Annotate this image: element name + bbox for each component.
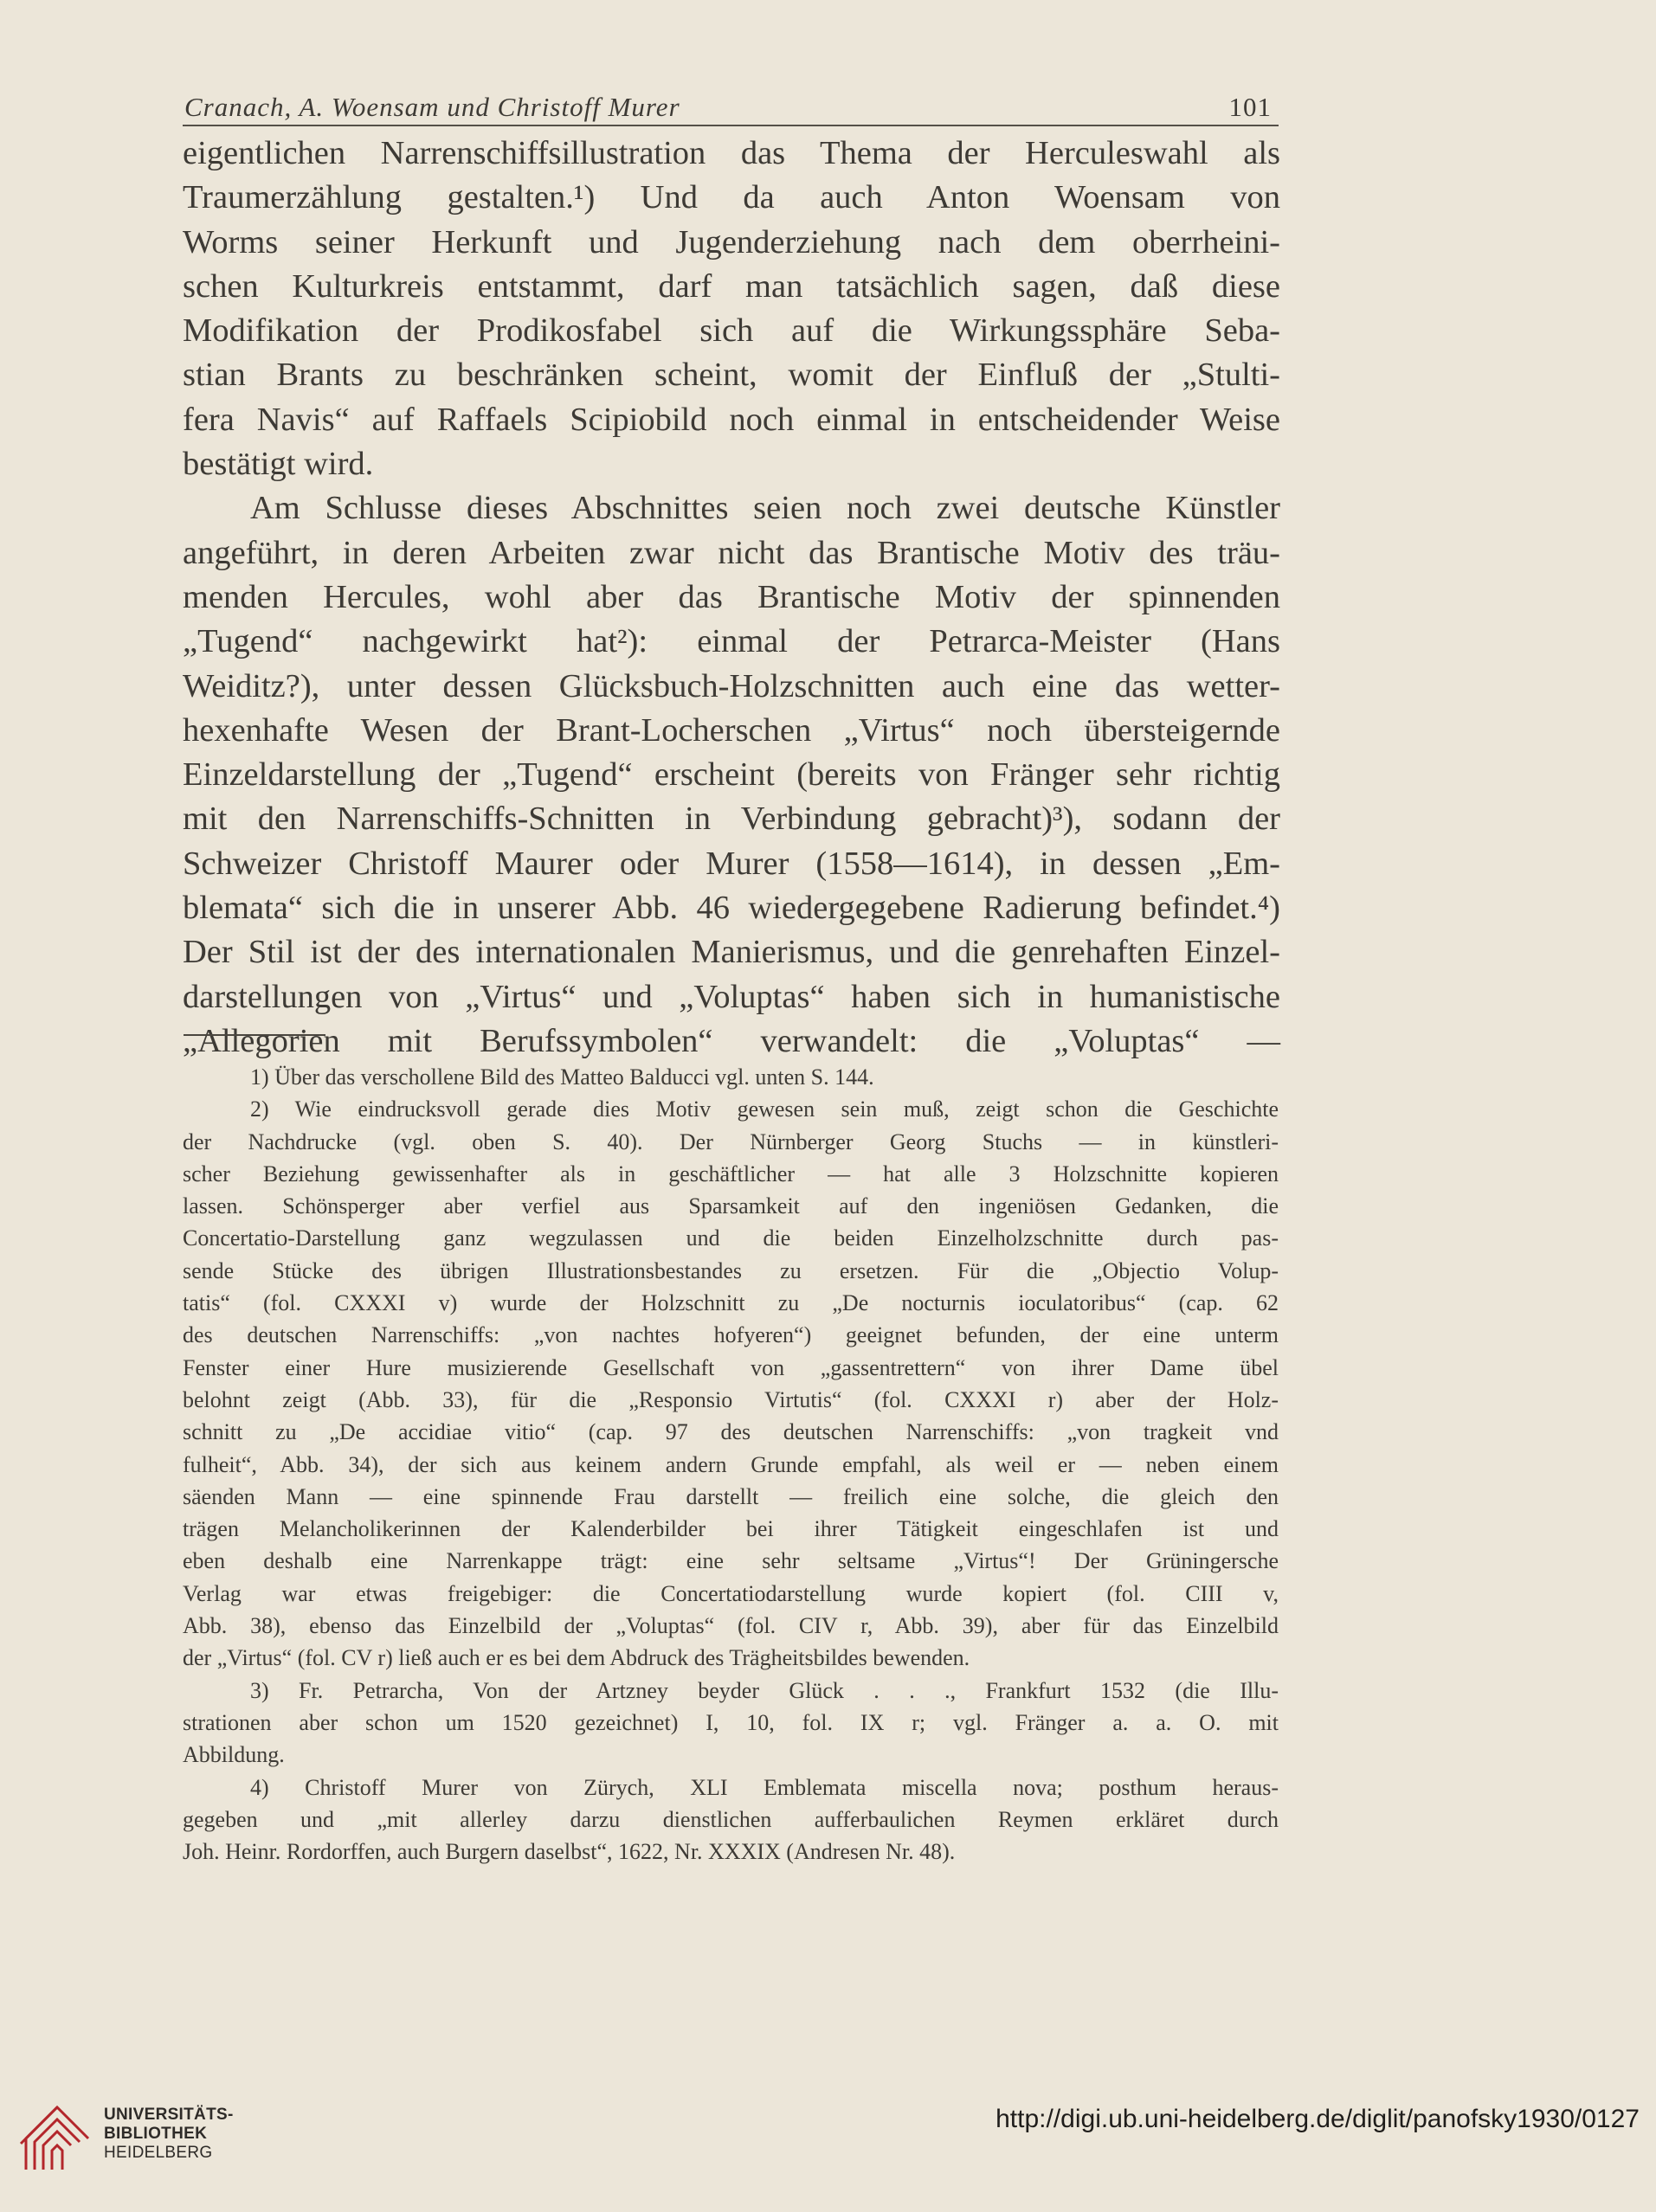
text-line: Worms seiner Herkunft und Jugenderziehung nach dem oberrheini-: [183, 223, 1280, 260]
text-line: Der Stil ist der des internationalen Manierismus, und die genrehaften Einzel-: [183, 934, 1280, 971]
text-line: Weiditz?), unter dessen Glücksbuch-Holzschnitten auch eine das wetter-: [183, 667, 1280, 704]
footnote-line: tatis“ (fol. CXXXI v) wurde der Holzschnitt zu „De nocturnis ioculatoribus“ (cap. 62: [183, 1290, 1279, 1316]
footnote-line: gegeben und „mit allerley darzu dienstlichen aufferbaulichen Reymen erkläret durch: [183, 1806, 1279, 1832]
running-head: Cranach, A. Woensam und Christoff Murer: [184, 92, 680, 122]
text-line: mit den Narrenschiffs-Schnitten in Verbindung gebracht)³), sodann der: [183, 801, 1280, 838]
footnote-line: scher Beziehung gewissenhafter als in geschäftlicher — hat alle 3 Holzschnitte kopieren: [183, 1161, 1279, 1186]
footnote-line: der „Virtus“ (fol. CV r) ließ auch er es bei dem Abdruck des Trägheitsbildes bewenden.: [183, 1645, 970, 1671]
footnote-line: fulheit“, Abb. 34), der sich aus keinem andern Grunde empfahl, als weil er — neben einem: [183, 1451, 1279, 1477]
footnote-line: schnitt zu „De accidiae vitio“ (cap. 97 des deutschen Narrenschiffs: „von tragkeit vnd: [183, 1419, 1279, 1445]
footnote-line: Abbildung.: [183, 1742, 285, 1768]
library-name-line: UNIVERSITÄTS-: [104, 2106, 234, 2124]
library-name-line: BIBLIOTHEK: [104, 2125, 208, 2143]
footnote-line: sende Stücke des übrigen Illustrationsbestandes zu ersetzen. Für die „Objectio Volup-: [183, 1257, 1279, 1283]
text-line: menden Hercules, wohl aber das Brantische Motiv der spinnenden: [183, 578, 1280, 615]
footnote-line: Joh. Heinr. Rordorffen, auch Burgern daselbst“, 1622, Nr. XXXIX (Andresen Nr. 48).: [183, 1839, 956, 1865]
library-logo-icon: [19, 2099, 95, 2177]
text-line: Modifikation der Prodikosfabel sich auf die Wirkungssphäre Seba-: [183, 312, 1280, 350]
text-line: Traumerzählung gestalten.¹) Und da auch Anton Woensam von: [183, 179, 1280, 216]
text-line: fera Navis“ auf Raffaels Scipiobild noch einmal in entscheidender Weise: [183, 401, 1280, 438]
footnotes: [183, 1061, 1279, 1868]
text-line: Schweizer Christoff Maurer oder Murer (1558—1614), in dessen „Em-: [183, 845, 1280, 882]
text-line: bestätigt wird.: [183, 446, 374, 483]
page-header: [183, 90, 1279, 126]
footnote-line: 4) Christoff Murer von Zürych, XLI Emblemata miscella nova; posthum heraus-: [250, 1774, 1279, 1800]
footnote-line: 2) Wie eindrucksvoll gerade dies Motiv gewesen sein muß, zeigt schon die Geschichte: [250, 1096, 1279, 1122]
footnote-line: Abb. 38), ebenso das Einzelbild der „Voluptas“ (fol. CIV r, Abb. 39), aber für das Einzelbild: [183, 1613, 1279, 1639]
footnote-line: 1) Über das verschollene Bild des Matteo Balducci vgl. unten S. 144.: [250, 1064, 874, 1090]
text-line: blemata“ sich die in unserer Abb. 46 wiedergegebene Radierung befindet.⁴): [183, 890, 1280, 927]
footnote-line: trägen Melancholikerinnen der Kalenderbilder bei ihrer Tätigkeit eingeschlafen ist und: [183, 1516, 1279, 1542]
main-text: [183, 132, 1280, 1064]
text-line: angeführt, in deren Arbeiten zwar nicht das Brantische Motiv des träu-: [183, 534, 1280, 571]
footnote-line: Fenster einer Hure musizierende Gesellschaft von „gassentrettern“ von ihrer Dame übel: [183, 1354, 1279, 1380]
text-line: Einzeldarstellung der „Tugend“ erscheint (bereits von Fränger sehr richtig: [183, 756, 1280, 794]
text-line: Am Schlusse dieses Abschnittes seien noch zwei deutsche Künstler: [250, 490, 1280, 527]
footnote-line: 3) Fr. Petrarcha, Von der Artzney beyder Glück . . ., Frankfurt 1532 (die Illu-: [250, 1677, 1279, 1703]
text-line: hexenhafte Wesen der Brant-Locherschen „Virtus“ noch übersteigernde: [183, 711, 1280, 749]
source-url[interactable]: http://digi.ub.uni-heidelberg.de/diglit/panofsky1930/0127: [996, 2105, 1640, 2133]
footnote-line: Concertatio-Darstellung ganz wegzulassen und die beiden Einzelholzschnitte durch pas-: [183, 1225, 1279, 1251]
text-line: schen Kulturkreis entstammt, darf man tatsächlich sagen, daß diese: [183, 267, 1280, 305]
text-line: darstellungen von „Virtus“ und „Voluptas“ haben sich in humanistische: [183, 978, 1280, 1015]
footnote-line: lassen. Schönsperger aber verfiel aus Sparsamkeit auf den ingeniösen Gedanken, die: [183, 1193, 1279, 1219]
library-name-line: HEIDELBERG: [104, 2144, 213, 2162]
footnote-line: belohnt zeigt (Abb. 33), für die „Responsio Virtutis“ (fol. CXXXI r) aber der Holz-: [183, 1386, 1279, 1412]
footnote-separator: [184, 1034, 325, 1036]
footnote-line: Verlag war etwas freigebiger: die Concertatiodarstellung wurde kopiert (fol. CIII v,: [183, 1580, 1279, 1606]
footnote-line: des deutschen Narrenschiffs: „von nachtes hofyeren“) geeignet befunden, der eine unterm: [183, 1322, 1279, 1348]
page-number: 101: [1228, 92, 1272, 122]
footnote-line: säenden Mann — eine spinnende Frau darstellt — freilich eine solche, die gleich den: [183, 1483, 1279, 1509]
text-line: „Allegorien mit Berufssymbolen“ verwandelt: die „Voluptas“ —: [183, 1022, 1280, 1059]
library-name: [104, 2106, 234, 2163]
footnote-line: der Nachdrucke (vgl. oben S. 40). Der Nürnberger Georg Stuchs — in künstleri-: [183, 1129, 1279, 1154]
text-line: stian Brants zu beschränken scheint, womit der Einfluß der „Stulti-: [183, 357, 1280, 394]
text-line: „Tugend“ nachgewirkt hat²): einmal der Petrarca-Meister (Hans: [183, 623, 1280, 660]
footnote-line: eben deshalb eine Narrenkappe trägt: eine sehr seltsame „Virtus“! Der Grüningersche: [183, 1548, 1279, 1574]
footnote-line: strationen aber schon um 1520 gezeichnet) I, 10, fol. IX r; vgl. Fränger a. a. O. mit: [183, 1709, 1279, 1735]
text-line: eigentlichen Narrenschiffsillustration das Thema der Herculeswahl als: [183, 135, 1280, 171]
